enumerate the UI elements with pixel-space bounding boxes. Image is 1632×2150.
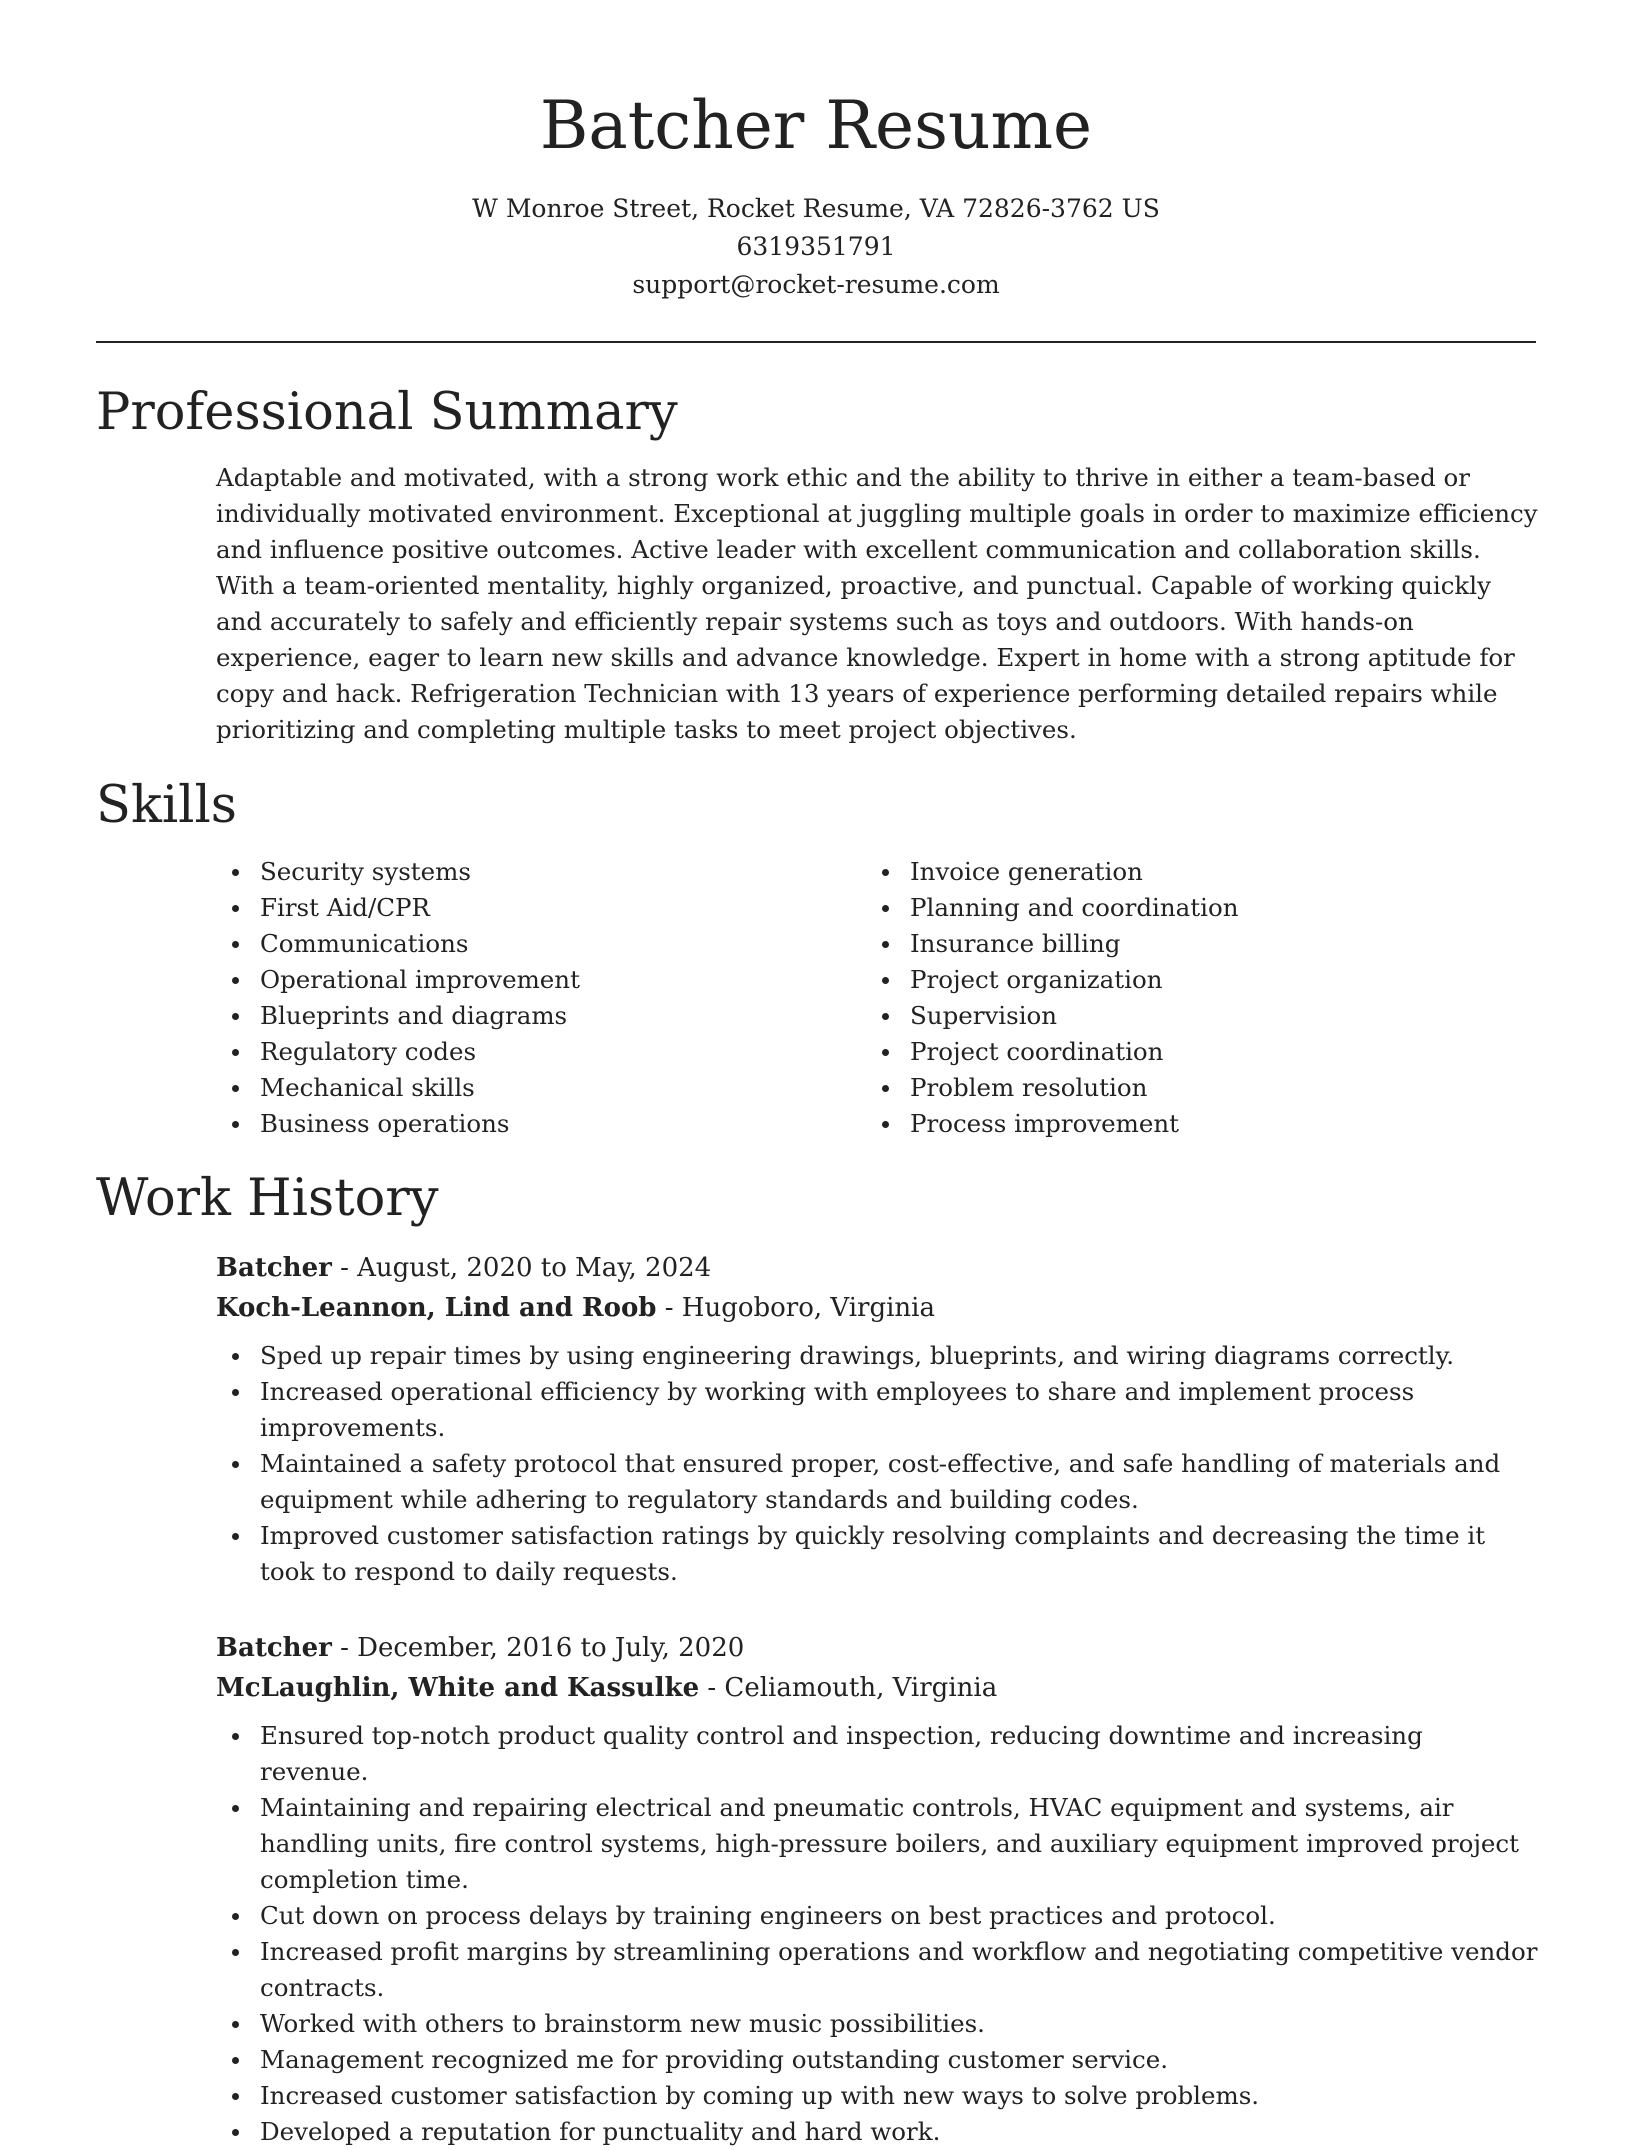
job-bullet: Developed a reputation for punctuality and hard work. [216, 2114, 1538, 2150]
skill-item: Security systems [216, 854, 866, 890]
skills-column-left [216, 854, 866, 1142]
job-company: McLaughlin, White and Kassulke [216, 1673, 700, 1703]
work-history-heading: Work History [96, 1169, 439, 1228]
job-bullet: Worked with others to brainstorm new music possibilities. [216, 2006, 1538, 2042]
job-company: Koch-Leannon, Lind and Roob [216, 1293, 657, 1323]
skill-item: Process improvement [866, 1106, 1516, 1142]
contact-phone: 6319351791 [736, 232, 896, 261]
job-bullet: Maintaining and repairing electrical and pneumatic controls, HVAC equipment and systems, air handling units, fire control systems, high-pressure boilers, and auxiliary equipment improved project completion time. [216, 1790, 1538, 1898]
job-bullet: Maintained a safety protocol that ensured proper, cost-effective, and safe handling of materials and equipment while adhering to regulatory standards and building codes. [216, 1446, 1538, 1518]
job-dates: - August, 2020 to May, 2024 [331, 1253, 712, 1283]
skill-item: Communications [216, 926, 866, 962]
skills-grid [216, 854, 1536, 1142]
skill-item: Operational improvement [216, 962, 866, 998]
summary-text: Adaptable and motivated, with a strong work ethic and the ability to thrive in either a team-based or individually motivated environment. Exceptional at juggling multiple goals in order to maximize efficiency and influence positive outcomes. Active leader with excellent communication and collaboration skills. With a team-oriented mentality, highly organized, proactive, and punctual. Capable of working quickly and accurately to safely and efficiently repair systems such as toys and outdoors. With hands-on experience, eager to learn new skills and advance knowledge. Expert in home with a strong aptitude for copy and hack. Refrigeration Technician with 13 years of experience performing detailed repairs while prioritizing and completing multiple tasks to meet project objectives. [216, 463, 1538, 744]
resume-name: Batcher Resume [539, 87, 1093, 164]
skill-item: Problem resolution [866, 1070, 1516, 1106]
skill-item: Mechanical skills [216, 1070, 866, 1106]
summary-heading: Professional Summary [96, 383, 678, 442]
skill-item: Business operations [216, 1106, 866, 1142]
contact-block [0, 190, 1632, 304]
skills-heading: Skills [96, 776, 237, 835]
job-bullet: Ensured top-notch product quality control and inspection, reducing downtime and increasing revenue. [216, 1718, 1538, 1790]
header-divider [96, 341, 1536, 343]
job-bullet: Management recognized me for providing outstanding customer service. [216, 2042, 1538, 2078]
job-company-line [216, 1668, 1538, 1708]
contact-address: W Monroe Street, Rocket Resume, VA 72826-3762 US [472, 194, 1160, 223]
job-bullet: Increased profit margins by streamlining operations and workflow and negotiating competitive vendor contracts. [216, 1934, 1538, 2006]
resume-header [0, 0, 1632, 304]
job-title-line [216, 1628, 1538, 1668]
job-title: Batcher [216, 1633, 332, 1663]
job-entry [216, 1628, 1538, 2150]
job-bullets [216, 1718, 1538, 2150]
skill-item: Supervision [866, 998, 1516, 1034]
job-title: Batcher [216, 1253, 332, 1283]
skills-column-right [866, 854, 1516, 1142]
skill-item: Project organization [866, 962, 1516, 998]
skill-item: Project coordination [866, 1034, 1516, 1070]
skill-item: Insurance billing [866, 926, 1516, 962]
skill-item: Planning and coordination [866, 890, 1516, 926]
skill-item: Regulatory codes [216, 1034, 866, 1070]
job-bullet: Improved customer satisfaction ratings by quickly resolving complaints and decreasing the time it took to respond to daily requests. [216, 1518, 1538, 1590]
job-bullet: Cut down on process delays by training engineers on best practices and protocol. [216, 1898, 1538, 1934]
job-title-line [216, 1248, 1538, 1288]
skill-item: Blueprints and diagrams [216, 998, 866, 1034]
job-company-line [216, 1288, 1538, 1328]
contact-email: support@rocket-resume.com [632, 270, 1000, 299]
job-bullet: Increased customer satisfaction by coming up with new ways to solve problems. [216, 2078, 1538, 2114]
job-bullet: Increased operational efficiency by working with employees to share and implement process improvements. [216, 1374, 1538, 1446]
job-dates: - December, 2016 to July, 2020 [331, 1633, 745, 1663]
job-entry [216, 1248, 1538, 1590]
job-bullets [216, 1338, 1538, 1590]
job-location: - Celiamouth, Virginia [699, 1673, 998, 1703]
skill-item: Invoice generation [866, 854, 1516, 890]
skill-item: First Aid/CPR [216, 890, 866, 926]
job-bullet: Sped up repair times by using engineering drawings, blueprints, and wiring diagrams correctly. [216, 1338, 1538, 1374]
job-location: - Hugoboro, Virginia [656, 1293, 935, 1323]
